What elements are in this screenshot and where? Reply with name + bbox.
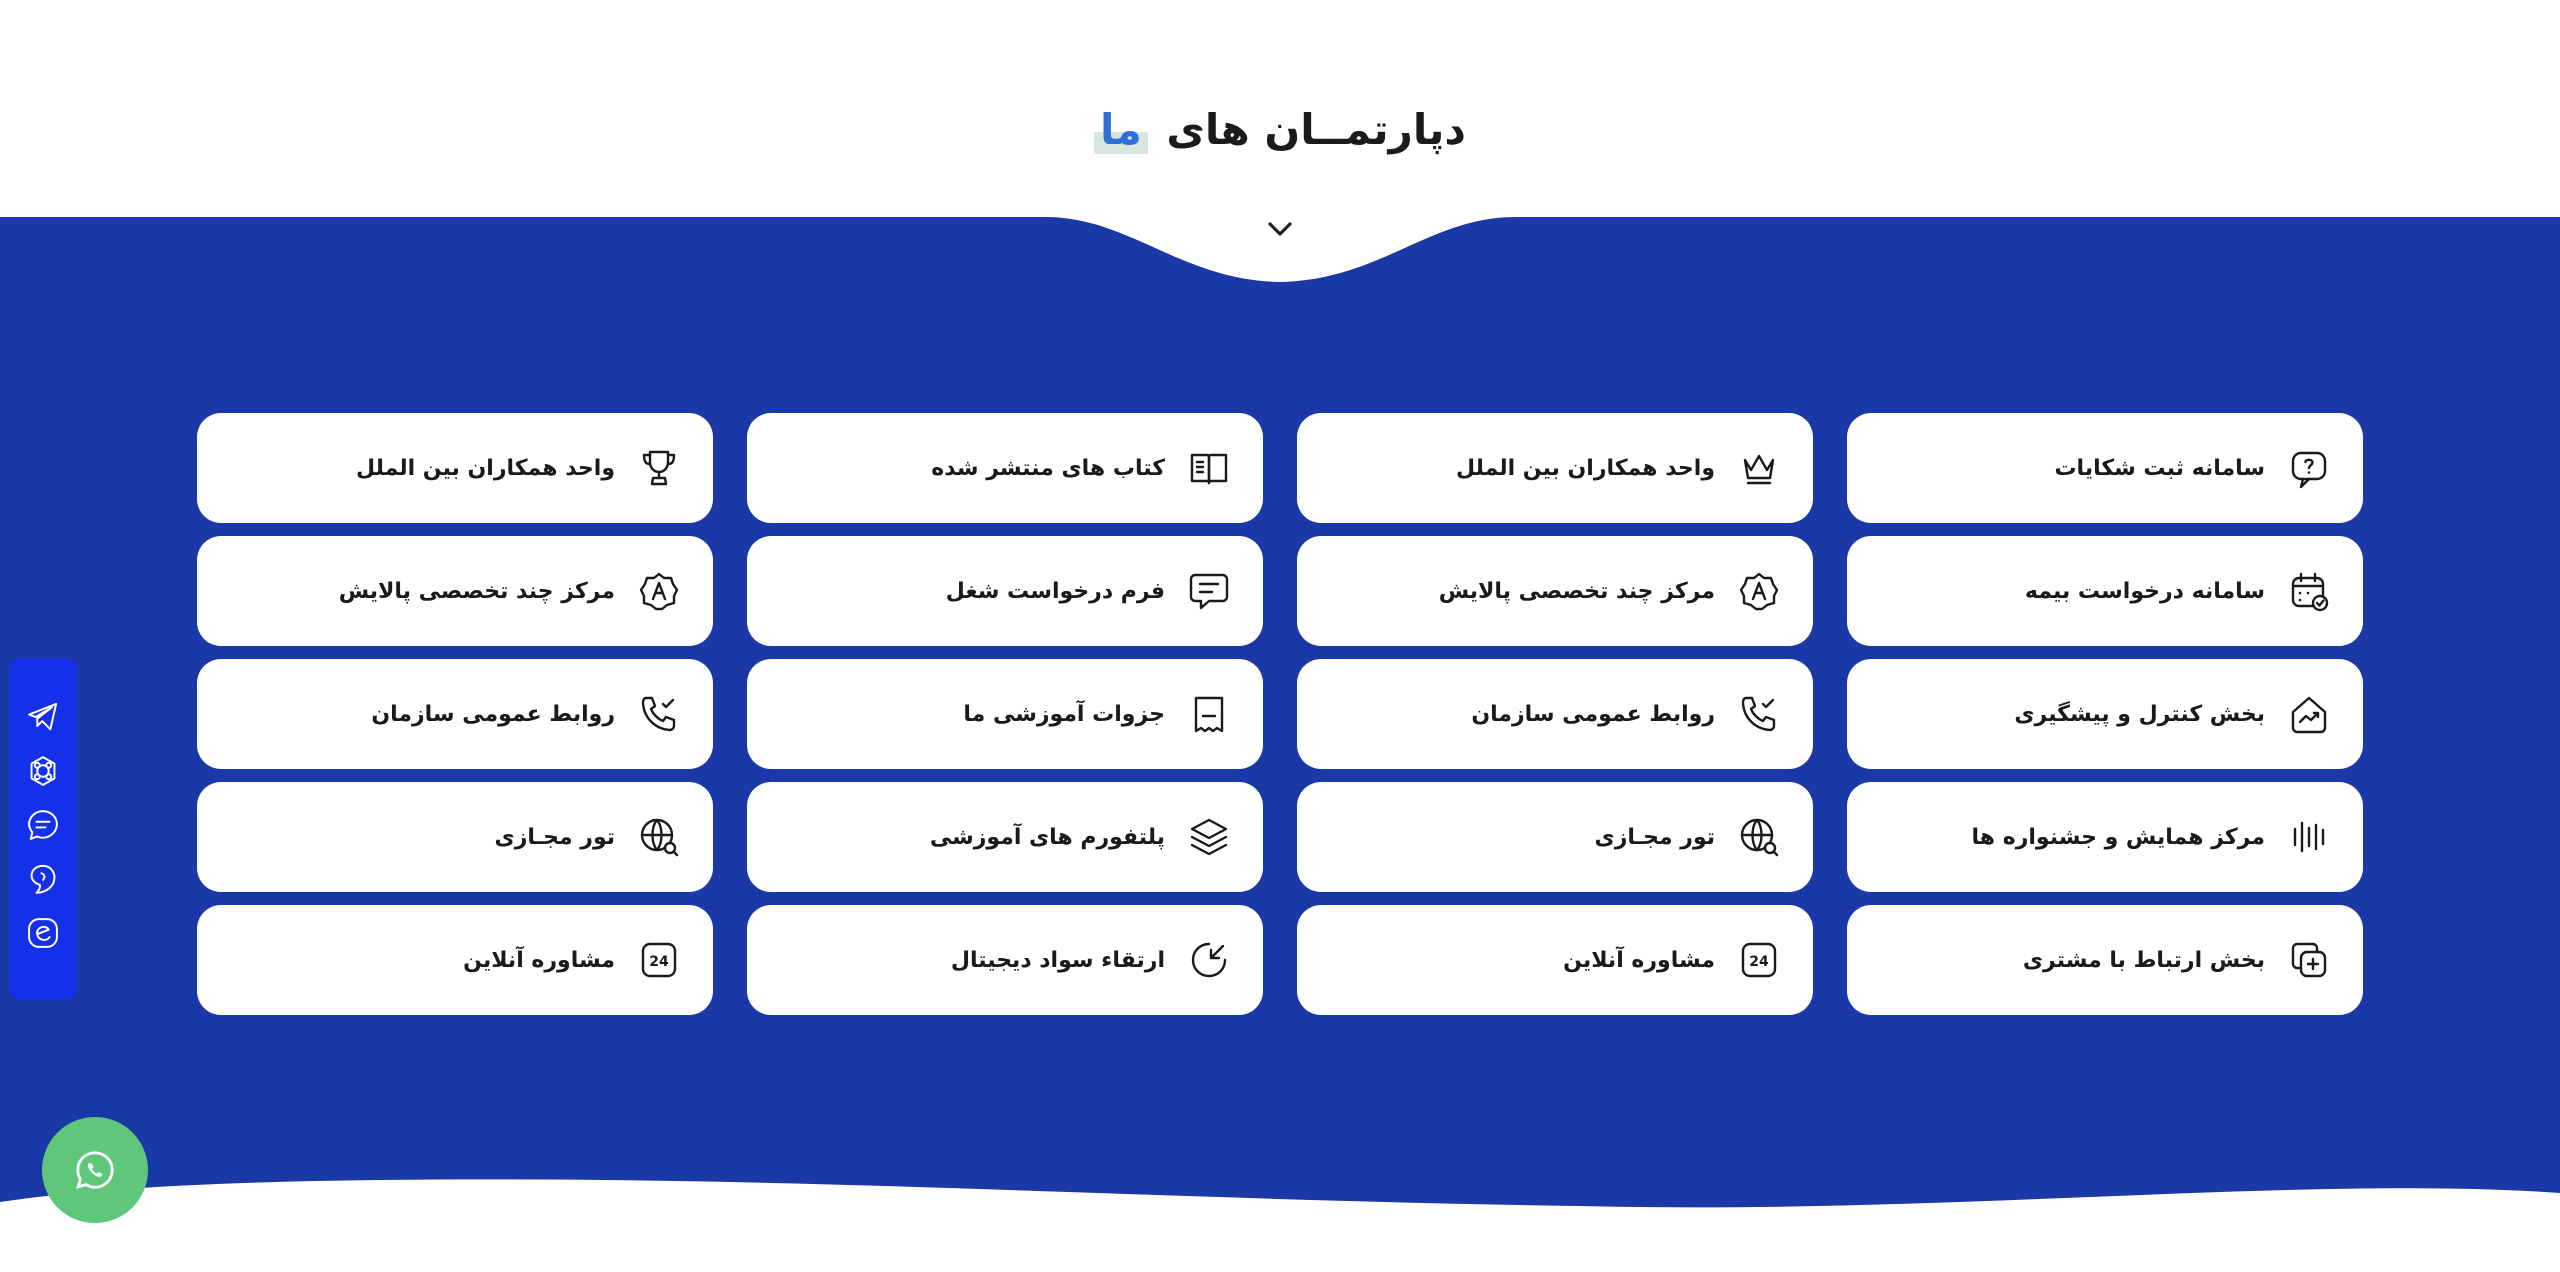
department-card[interactable] (1847, 782, 2363, 892)
department-label: واحد همکاران بین الملل (1455, 455, 1715, 481)
department-card[interactable] (1847, 536, 2363, 646)
globe-search-icon (1735, 813, 1783, 861)
badge-a-icon (635, 567, 683, 615)
department-card[interactable] (1297, 659, 1813, 769)
message-lines-icon (1185, 567, 1233, 615)
department-label: بخش کنترل و پیشگیری (2014, 701, 2265, 727)
department-card[interactable] (1847, 905, 2363, 1015)
24-hour-icon (635, 936, 683, 984)
department-label: پلتفورم های آموزشی (929, 824, 1165, 850)
phone-check-icon (635, 690, 683, 738)
soroush-link[interactable] (22, 858, 64, 900)
department-card[interactable] (747, 782, 1263, 892)
department-card[interactable] (197, 782, 713, 892)
department-label: ارتقاء سواد دیجیتال (950, 947, 1165, 973)
department-card[interactable] (1847, 659, 2363, 769)
section-title-accent: ما (1094, 105, 1148, 154)
department-label: تور مجـازی (494, 824, 615, 850)
department-card[interactable] (1847, 413, 2363, 523)
department-label: تور مجـازی (1594, 824, 1715, 850)
arrow-circle-icon (1185, 936, 1233, 984)
24-hour-icon (1735, 936, 1783, 984)
social-side-bar (9, 658, 77, 1000)
department-label: سامانه ثبت شکایات (2054, 455, 2265, 481)
section-title (1094, 105, 1466, 154)
telegram-icon (25, 699, 61, 735)
department-label: جزوات آموزشی ما (963, 701, 1165, 727)
department-card[interactable] (197, 413, 713, 523)
eitaa-link[interactable] (22, 912, 64, 954)
department-label: فرم درخواست شغل (945, 578, 1165, 604)
department-card[interactable] (747, 659, 1263, 769)
department-card[interactable] (747, 536, 1263, 646)
department-label: روابط عمومی سازمان (371, 701, 615, 727)
telegram-link[interactable] (22, 696, 64, 738)
svg-text:24: 24 (1749, 954, 1769, 970)
layers-icon (1185, 813, 1233, 861)
globe-search-icon (635, 813, 683, 861)
open-book-icon (1185, 444, 1233, 492)
badge-a-icon (1735, 567, 1783, 615)
department-label: مشاوره آنلاین (1563, 947, 1715, 973)
question-chat-icon (2285, 444, 2333, 492)
whatsapp-icon (72, 1147, 118, 1193)
whatsapp-button[interactable] (42, 1117, 148, 1223)
rubika-link[interactable] (22, 750, 64, 792)
department-card[interactable] (197, 659, 713, 769)
department-card[interactable] (197, 905, 713, 1015)
departments-grid (195, 413, 2363, 1019)
department-label: واحد همکاران بین الملل (355, 455, 615, 481)
receipt-icon (1185, 690, 1233, 738)
chat-icon (25, 807, 61, 843)
calendar-check-icon (2285, 567, 2333, 615)
home-trend-icon (2285, 690, 2333, 738)
chat-link[interactable] (22, 804, 64, 846)
department-label: مرکز چند تخصصی پالایش (338, 578, 615, 604)
department-card[interactable] (1297, 413, 1813, 523)
department-label: روابط عمومی سازمان (1471, 701, 1715, 727)
chevron-down-icon[interactable] (1262, 214, 1298, 244)
department-label: کتاب های منتشر شده (931, 455, 1165, 481)
eitaa-icon (25, 915, 61, 951)
trophy-icon (635, 444, 683, 492)
phone-check-icon (1735, 690, 1783, 738)
department-label: سامانه درخواست بیمه (2024, 578, 2265, 604)
department-label: مرکز همایش و جشنواره ها (1971, 824, 2265, 850)
section-title-main: دپارتمــان های (1166, 105, 1466, 154)
department-label: بخش ارتباط با مشتری (2022, 947, 2265, 973)
department-card[interactable] (747, 413, 1263, 523)
svg-text:24: 24 (649, 954, 669, 970)
department-card[interactable] (1297, 536, 1813, 646)
crown-icon (1735, 444, 1783, 492)
rubika-icon (25, 753, 61, 789)
soroush-icon (25, 861, 61, 897)
department-card[interactable] (1297, 782, 1813, 892)
section-title-wrap (0, 105, 2560, 154)
department-card[interactable] (1297, 905, 1813, 1015)
department-card[interactable] (197, 536, 713, 646)
department-label: مرکز چند تخصصی پالایش (1438, 578, 1715, 604)
department-card[interactable] (747, 905, 1263, 1015)
sound-bars-icon (2285, 813, 2333, 861)
copy-plus-icon (2285, 936, 2333, 984)
department-label: مشاوره آنلاین (463, 947, 615, 973)
